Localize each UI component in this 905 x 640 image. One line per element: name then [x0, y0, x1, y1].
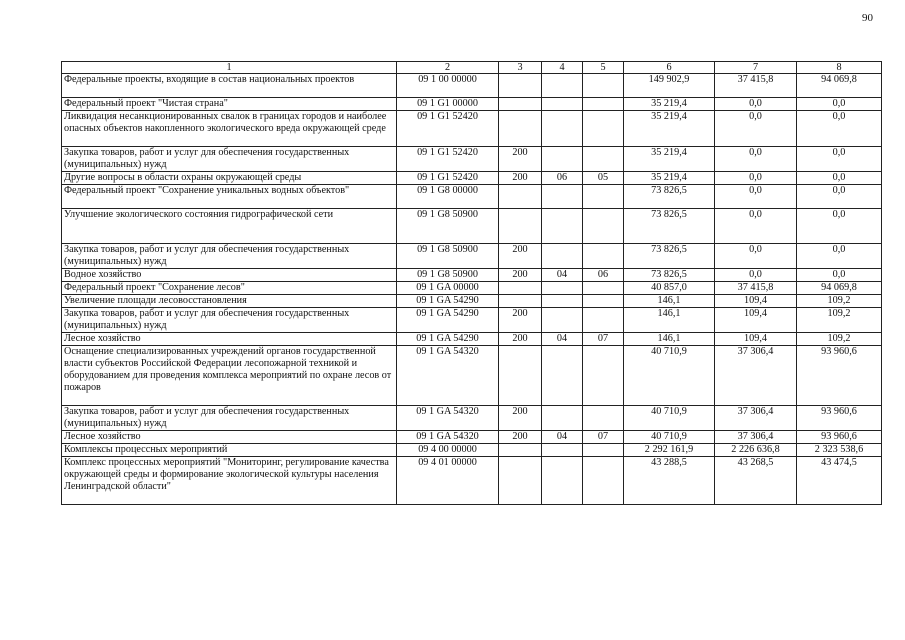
subsection-code: 06: [583, 269, 624, 282]
subsection-code: [583, 244, 624, 269]
expense-type: [499, 209, 542, 244]
section-code: [542, 74, 583, 98]
target-code: 09 1 GA 54290: [397, 333, 499, 346]
row-name: Ликвидация несанкционированных свалок в границах городов и наиболее опасных объектов накопленного экологического вреда окружающей среде: [62, 111, 397, 147]
table-row: [62, 185, 882, 209]
amount-year-3: 93 960,6: [797, 431, 882, 444]
amount-year-1: 35 219,4: [624, 98, 715, 111]
table-row: [62, 74, 882, 98]
table-row: [62, 333, 882, 346]
amount-year-2: 37 306,4: [715, 431, 797, 444]
amount-year-1: 35 219,4: [624, 172, 715, 185]
amount-year-1: 35 219,4: [624, 147, 715, 172]
table-row: [62, 269, 882, 282]
amount-year-2: 0,0: [715, 244, 797, 269]
amount-year-3: 0,0: [797, 147, 882, 172]
amount-year-2: 2 226 636,8: [715, 444, 797, 457]
subsection-code: [583, 406, 624, 431]
target-code: 09 1 G8 00000: [397, 185, 499, 209]
section-code: [542, 406, 583, 431]
amount-year-3: 109,2: [797, 308, 882, 333]
amount-year-1: 146,1: [624, 333, 715, 346]
expense-type: [499, 444, 542, 457]
subsection-code: [583, 457, 624, 505]
table-row: [62, 444, 882, 457]
row-name: Другие вопросы в области охраны окружающей среды: [62, 172, 397, 185]
row-name: Лесное хозяйство: [62, 333, 397, 346]
amount-year-2: 0,0: [715, 269, 797, 282]
page-number: 90: [862, 12, 873, 24]
expense-type: 200: [499, 333, 542, 346]
amount-year-1: 146,1: [624, 308, 715, 333]
target-code: 09 1 00 00000: [397, 74, 499, 98]
amount-year-2: 0,0: [715, 209, 797, 244]
amount-year-3: 0,0: [797, 98, 882, 111]
subsection-code: [583, 209, 624, 244]
table-row: [62, 308, 882, 333]
target-code: 09 1 G8 50900: [397, 269, 499, 282]
subsection-code: [583, 444, 624, 457]
table-row: [62, 346, 882, 406]
expense-type: [499, 98, 542, 111]
amount-year-2: 0,0: [715, 147, 797, 172]
section-code: [542, 282, 583, 295]
column-header: 1: [62, 62, 397, 74]
row-name: Закупка товаров, работ и услуг для обеспечения государственных (муниципальных) нужд: [62, 244, 397, 269]
target-code: 09 1 GA 54320: [397, 431, 499, 444]
subsection-code: [583, 147, 624, 172]
row-name: Водное хозяйство: [62, 269, 397, 282]
amount-year-1: 73 826,5: [624, 185, 715, 209]
table-row: [62, 172, 882, 185]
row-name: Оснащение специализированных учреждений органов государственной власти субъектов Российской Федерации лесопожарной техникой и оборудованием для проведения комплекса мероприятий по охране лесов от пожаров: [62, 346, 397, 406]
target-code: 09 1 GA 54290: [397, 295, 499, 308]
expense-type: [499, 282, 542, 295]
row-name: Комплексы процессных мероприятий: [62, 444, 397, 457]
section-code: 04: [542, 431, 583, 444]
row-name: Федеральные проекты, входящие в состав национальных проектов: [62, 74, 397, 98]
amount-year-1: 40 710,9: [624, 346, 715, 406]
row-name: Федеральный проект "Сохранение уникальных водных объектов": [62, 185, 397, 209]
column-header: 2: [397, 62, 499, 74]
section-code: [542, 209, 583, 244]
row-name: Федеральный проект "Сохранение лесов": [62, 282, 397, 295]
amount-year-2: 37 415,8: [715, 74, 797, 98]
table-row: [62, 111, 882, 147]
target-code: 09 1 G8 50900: [397, 209, 499, 244]
expense-type: [499, 295, 542, 308]
section-code: [542, 457, 583, 505]
amount-year-1: 73 826,5: [624, 269, 715, 282]
subsection-code: [583, 185, 624, 209]
target-code: 09 4 00 00000: [397, 444, 499, 457]
table-row: [62, 457, 882, 505]
amount-year-2: 109,4: [715, 308, 797, 333]
amount-year-3: 0,0: [797, 111, 882, 147]
target-code: 09 1 G1 52420: [397, 147, 499, 172]
amount-year-1: 149 902,9: [624, 74, 715, 98]
expense-type: 200: [499, 147, 542, 172]
amount-year-3: 93 960,6: [797, 406, 882, 431]
amount-year-2: 0,0: [715, 98, 797, 111]
target-code: 09 1 GA 00000: [397, 282, 499, 295]
section-code: [542, 346, 583, 406]
row-name: Закупка товаров, работ и услуг для обеспечения государственных (муниципальных) нужд: [62, 308, 397, 333]
row-name: Лесное хозяйство: [62, 431, 397, 444]
section-code: 04: [542, 333, 583, 346]
subsection-code: [583, 111, 624, 147]
expense-type: [499, 346, 542, 406]
amount-year-3: 94 069,8: [797, 74, 882, 98]
amount-year-2: 43 268,5: [715, 457, 797, 505]
amount-year-1: 146,1: [624, 295, 715, 308]
row-name: Улучшение экологического состояния гидрографической сети: [62, 209, 397, 244]
subsection-code: [583, 98, 624, 111]
amount-year-3: 0,0: [797, 209, 882, 244]
target-code: 09 1 GA 54290: [397, 308, 499, 333]
amount-year-3: 0,0: [797, 172, 882, 185]
table-row: [62, 406, 882, 431]
amount-year-1: 2 292 161,9: [624, 444, 715, 457]
target-code: 09 1 GA 54320: [397, 406, 499, 431]
column-header: 4: [542, 62, 583, 74]
target-code: 09 1 G1 52420: [397, 111, 499, 147]
amount-year-3: 94 069,8: [797, 282, 882, 295]
amount-year-2: 37 306,4: [715, 406, 797, 431]
column-header: 8: [797, 62, 882, 74]
amount-year-2: 109,4: [715, 295, 797, 308]
section-code: [542, 308, 583, 333]
row-name: Закупка товаров, работ и услуг для обеспечения государственных (муниципальных) нужд: [62, 147, 397, 172]
table-row: [62, 282, 882, 295]
table-row: [62, 147, 882, 172]
target-code: 09 1 G8 50900: [397, 244, 499, 269]
subsection-code: 07: [583, 333, 624, 346]
row-name: Закупка товаров, работ и услуг для обеспечения государственных (муниципальных) нужд: [62, 406, 397, 431]
expense-type: 200: [499, 269, 542, 282]
amount-year-1: 43 288,5: [624, 457, 715, 505]
column-header: 7: [715, 62, 797, 74]
subsection-code: [583, 308, 624, 333]
subsection-code: [583, 74, 624, 98]
table-body: [62, 74, 882, 505]
table-row: [62, 209, 882, 244]
section-code: [542, 111, 583, 147]
amount-year-1: 40 710,9: [624, 406, 715, 431]
amount-year-1: 73 826,5: [624, 209, 715, 244]
row-name: Увеличение площади лесовосстановления: [62, 295, 397, 308]
subsection-code: [583, 295, 624, 308]
table-row: [62, 98, 882, 111]
column-header: 3: [499, 62, 542, 74]
section-code: [542, 244, 583, 269]
target-code: 09 1 G1 52420: [397, 172, 499, 185]
section-code: [542, 98, 583, 111]
expense-type: [499, 111, 542, 147]
expense-type: 200: [499, 172, 542, 185]
subsection-code: [583, 282, 624, 295]
section-code: [542, 295, 583, 308]
expense-type: 200: [499, 431, 542, 444]
amount-year-2: 0,0: [715, 172, 797, 185]
row-name: Комплекс процессных мероприятий "Мониторинг, регулирование качества окружающей среды и формирование экологической культуры населения Ленинградской области": [62, 457, 397, 505]
amount-year-3: 0,0: [797, 244, 882, 269]
section-code: 06: [542, 172, 583, 185]
column-header: 6: [624, 62, 715, 74]
amount-year-1: 73 826,5: [624, 244, 715, 269]
amount-year-3: 2 323 538,6: [797, 444, 882, 457]
table-row: [62, 431, 882, 444]
table-row: [62, 295, 882, 308]
expense-type: 200: [499, 244, 542, 269]
table-row: [62, 244, 882, 269]
expense-type: [499, 457, 542, 505]
amount-year-2: 109,4: [715, 333, 797, 346]
subsection-code: 05: [583, 172, 624, 185]
amount-year-3: 109,2: [797, 333, 882, 346]
expense-type: [499, 74, 542, 98]
amount-year-1: 40 710,9: [624, 431, 715, 444]
subsection-code: 07: [583, 431, 624, 444]
target-code: 09 4 01 00000: [397, 457, 499, 505]
section-code: 04: [542, 269, 583, 282]
target-code: 09 1 GA 54320: [397, 346, 499, 406]
expense-type: 200: [499, 308, 542, 333]
column-header: 5: [583, 62, 624, 74]
amount-year-3: 0,0: [797, 185, 882, 209]
amount-year-1: 40 857,0: [624, 282, 715, 295]
amount-year-2: 37 415,8: [715, 282, 797, 295]
expense-type: 200: [499, 406, 542, 431]
expense-type: [499, 185, 542, 209]
section-code: [542, 185, 583, 209]
budget-table: [61, 61, 882, 505]
amount-year-3: 43 474,5: [797, 457, 882, 505]
row-name: Федеральный проект "Чистая страна": [62, 98, 397, 111]
subsection-code: [583, 346, 624, 406]
amount-year-2: 0,0: [715, 111, 797, 147]
target-code: 09 1 G1 00000: [397, 98, 499, 111]
amount-year-3: 93 960,6: [797, 346, 882, 406]
amount-year-2: 37 306,4: [715, 346, 797, 406]
section-code: [542, 444, 583, 457]
amount-year-1: 35 219,4: [624, 111, 715, 147]
amount-year-2: 0,0: [715, 185, 797, 209]
section-code: [542, 147, 583, 172]
amount-year-3: 109,2: [797, 295, 882, 308]
amount-year-3: 0,0: [797, 269, 882, 282]
header-row: [62, 62, 882, 74]
